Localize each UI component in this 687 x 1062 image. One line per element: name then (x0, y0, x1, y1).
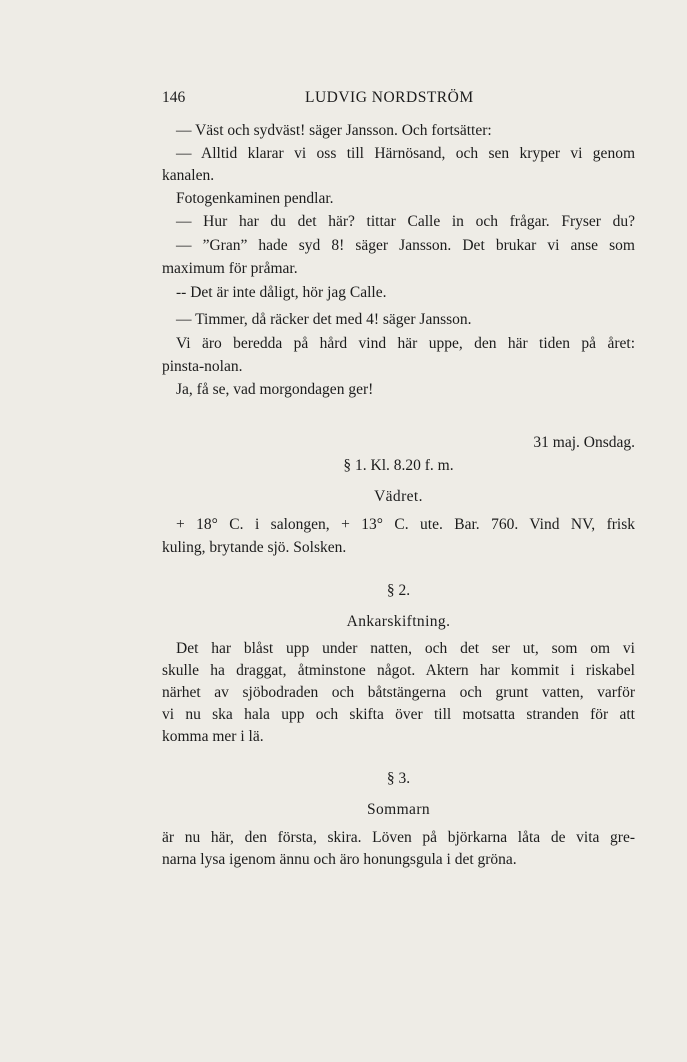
section-title: § 1. Kl. 8.20 f. m. (343, 457, 454, 474)
text-line: komma mer i lä. (162, 728, 264, 745)
text-line: + 18° C. i salongen, + 13° C. ute. Bar. 760. Vind NV, frisk (176, 516, 635, 533)
text-line: — ”Gran” hade syd 8! säger Jansson. Det brukar vi anse som (176, 237, 635, 254)
date-line: 31 maj. Onsdag. (533, 434, 635, 451)
text-line: pinsta-nolan. (162, 358, 243, 375)
section-title: § 3. (386, 770, 411, 787)
text-line: -- Det är inte dåligt, hör jag Calle. (176, 284, 387, 301)
text-line: kuling, brytande sjö. Solsken. (162, 539, 347, 556)
text-line: Ja, få se, vad morgondagen ger! (176, 381, 374, 398)
text-line: Det har blåst upp under natten, och det ser ut, som om vi (176, 640, 635, 657)
text-line: maximum för pråmar. (162, 260, 298, 277)
text-line: Fotogenkaminen pendlar. (176, 190, 334, 207)
text-line: — Väst och sydväst! säger Jansson. Och fortsätter: (176, 122, 492, 139)
text-line: kanalen. (162, 167, 215, 184)
text-line: skulle ha draggat, åtminstone något. Aktern har kommit i riskabel (162, 662, 635, 679)
section-heading: Vädret. (374, 488, 423, 505)
text-line: — Alltid klarar vi oss till Härnösand, och sen kryper vi genom (176, 145, 635, 162)
text-line: är nu här, den första, skira. Löven på björkarna låta de vita gre- (162, 829, 635, 846)
text-line: narna lysa igenom ännu och äro honungsgula i det gröna. (162, 851, 517, 868)
text-line: närhet av sjöbodraden och båtstängerna och grunt vatten, varför (162, 684, 635, 701)
text-line: — Timmer, då räcker det med 4! säger Jansson. (176, 311, 472, 328)
text-line: Vi äro beredda på hård vind här uppe, den här tiden på året: (176, 335, 635, 352)
page-number: 146 (162, 89, 186, 106)
text-line: — Hur har du det här? tittar Calle in och frågar. Fryser du? (176, 213, 635, 230)
section-title: § 2. (386, 582, 411, 599)
running-title: LUDVIG NORDSTRÖM (305, 89, 474, 106)
text-line: vi nu ska hala upp och skifta över till motsatta stranden för att (162, 706, 635, 723)
section-heading: Ankarskiftning. (346, 613, 451, 630)
section-heading: Sommarn (366, 801, 431, 818)
